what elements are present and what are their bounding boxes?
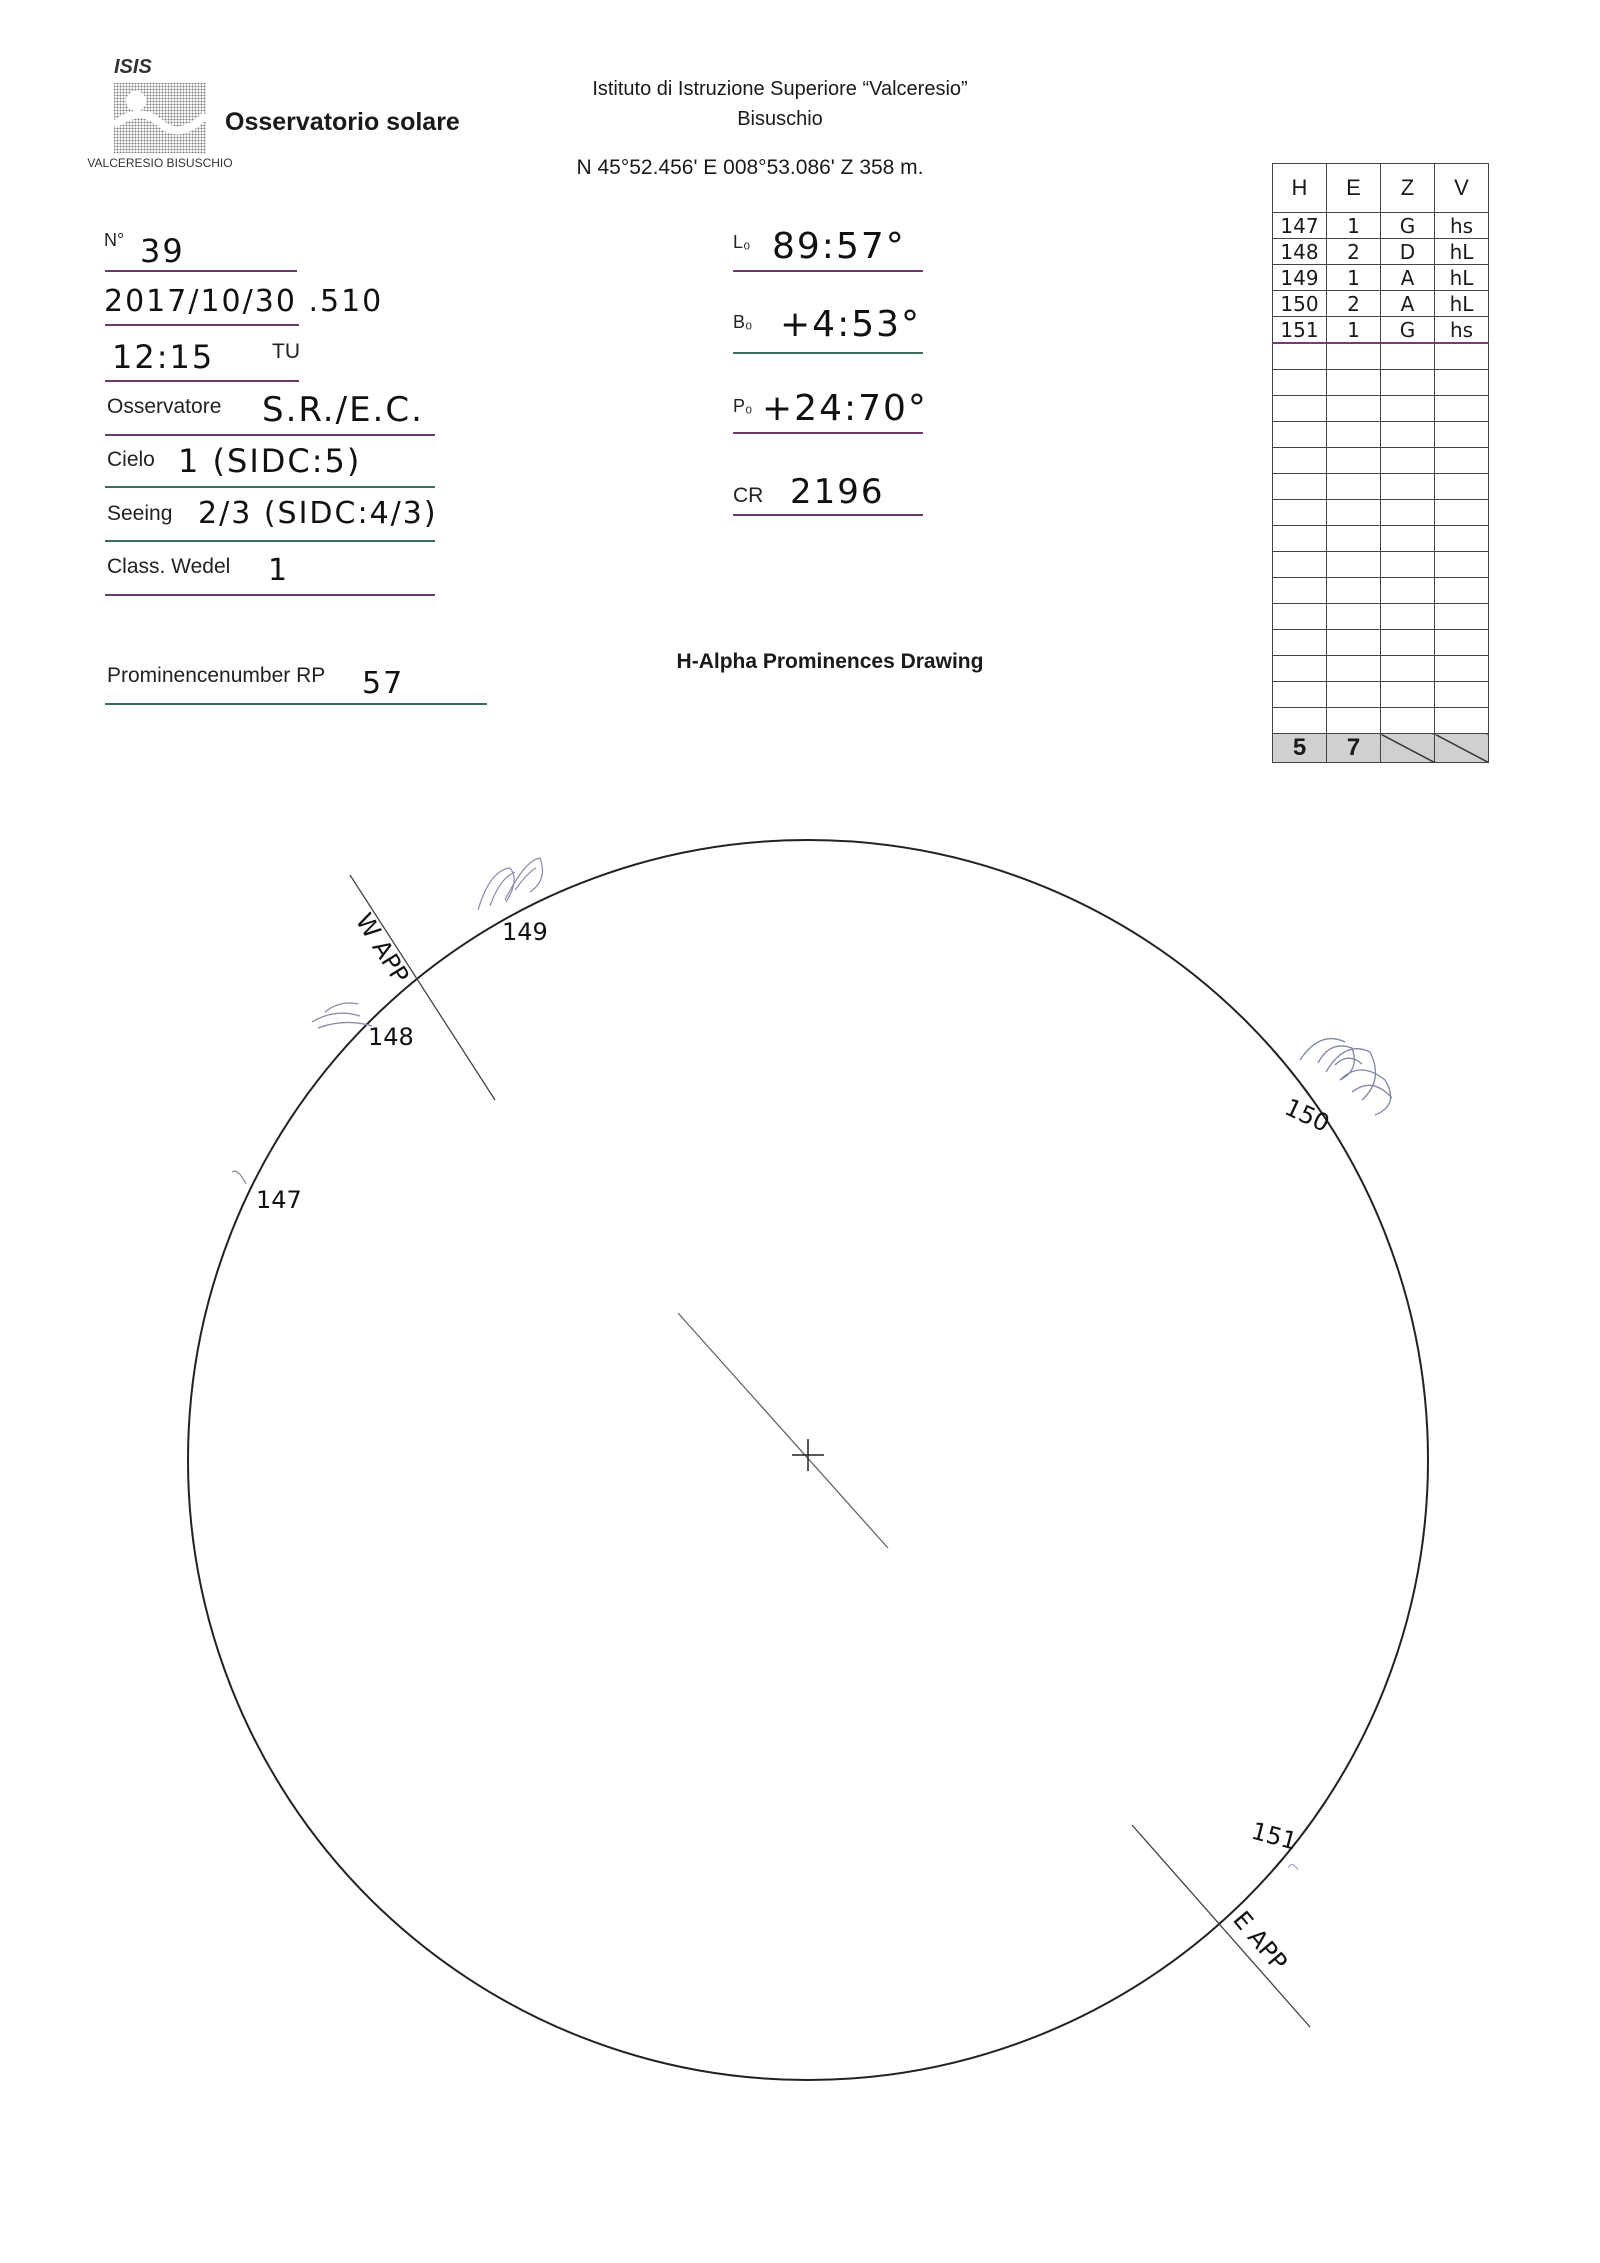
- table-cell-empty: [1327, 500, 1381, 526]
- table-cell-empty: [1273, 343, 1327, 370]
- table-cell-empty: [1381, 682, 1435, 708]
- wedel-label: Class. Wedel: [107, 555, 231, 578]
- solar-axis-line: [678, 1313, 888, 1548]
- table-cell: hs: [1435, 317, 1489, 344]
- time-value: 12:15: [112, 338, 215, 376]
- table-row-empty: [1273, 343, 1489, 370]
- table-cell-empty: [1327, 422, 1381, 448]
- table-cell-empty: [1273, 500, 1327, 526]
- prominence-label-150: 150: [1280, 1093, 1334, 1138]
- number-line: [105, 270, 297, 272]
- seeing-label: Seeing: [107, 502, 173, 525]
- table-cell-empty: [1381, 552, 1435, 578]
- east-app-label: E APP: [1227, 1905, 1293, 1977]
- b0-value: +4:53°: [780, 304, 922, 345]
- prominence-table: [1272, 163, 1489, 763]
- table-row-empty: [1273, 708, 1489, 734]
- table-cell-empty: [1435, 343, 1489, 370]
- drawing-title: H-Alpha Prominences Drawing: [676, 650, 984, 673]
- table-totals-row: [1273, 734, 1489, 763]
- institute-name: Istituto di Istruzione Superiore “Valceresio”: [592, 78, 968, 100]
- table-cell: 2: [1327, 239, 1381, 265]
- table-row-empty: [1273, 682, 1489, 708]
- prominence-label-151: 151: [1248, 1816, 1300, 1856]
- table-cell-empty: [1381, 500, 1435, 526]
- number-label: N°: [104, 230, 125, 250]
- col-header-v: V: [1435, 164, 1489, 213]
- table-cell: G: [1381, 213, 1435, 239]
- table-cell-empty: [1381, 630, 1435, 656]
- observer-label: Osservatore: [107, 395, 222, 418]
- logo-text: ISIS: [114, 56, 152, 78]
- table-cell-empty: [1435, 708, 1489, 734]
- table-cell-empty: [1381, 578, 1435, 604]
- table-row: [1273, 213, 1489, 239]
- table-total-cell: 5: [1273, 734, 1327, 763]
- table-cell-empty: [1273, 656, 1327, 682]
- prominence-sketch-147: [232, 1171, 246, 1184]
- table-cell-empty: [1381, 370, 1435, 396]
- table-cell-empty: [1435, 682, 1489, 708]
- table-total-cell: 7: [1327, 734, 1381, 763]
- table-cell-empty: [1327, 396, 1381, 422]
- table-cell: 149: [1273, 265, 1327, 291]
- table-cell-empty: [1327, 656, 1381, 682]
- observatory-title: Osservatorio solare: [225, 108, 460, 136]
- prominence-label-147: 147: [256, 1186, 302, 1214]
- table-cell-empty: [1435, 526, 1489, 552]
- table-row: [1273, 239, 1489, 265]
- p0-label: P₀: [733, 396, 753, 416]
- table-row-empty: [1273, 396, 1489, 422]
- table-cell-empty: [1327, 474, 1381, 500]
- table-cell-empty: [1327, 343, 1381, 370]
- table-cell-empty: [1273, 474, 1327, 500]
- cr-line: [733, 514, 923, 516]
- table-cell-empty: [1327, 370, 1381, 396]
- table-row: [1273, 265, 1489, 291]
- table-cell: D: [1381, 239, 1435, 265]
- table-cell-empty: [1327, 552, 1381, 578]
- table-cell-empty: [1327, 682, 1381, 708]
- station-coordinates: N 45°52.456' E 008°53.086' Z 358 m.: [576, 156, 924, 179]
- table-cell: 1: [1327, 265, 1381, 291]
- solar-disk-drawing: [0, 780, 1600, 2110]
- prominence-label-149: 149: [502, 918, 548, 946]
- institute-town: Bisuschio: [737, 108, 823, 130]
- table-cell: hs: [1435, 213, 1489, 239]
- table-row-empty: [1273, 448, 1489, 474]
- table-cell: hL: [1435, 239, 1489, 265]
- prominence-sketch-148: [312, 1003, 372, 1028]
- table-cell-empty: [1273, 422, 1327, 448]
- table-cell: 151: [1273, 317, 1327, 344]
- table-row-empty: [1273, 526, 1489, 552]
- cr-value: 2196: [790, 472, 885, 512]
- table-row-empty: [1273, 370, 1489, 396]
- table-cell-empty: [1381, 343, 1435, 370]
- table-row-empty: [1273, 552, 1489, 578]
- table-cell-empty: [1273, 396, 1327, 422]
- table-cell-empty: [1435, 500, 1489, 526]
- table-cell-empty: [1435, 396, 1489, 422]
- table-cell: 150: [1273, 291, 1327, 317]
- table-cell-empty: [1381, 526, 1435, 552]
- cr-label: CR: [733, 484, 764, 507]
- l0-label: L₀: [733, 232, 751, 252]
- time-unit: TU: [272, 340, 300, 363]
- table-cell-empty: [1327, 578, 1381, 604]
- col-header-e: E: [1327, 164, 1381, 213]
- table-cell: 148: [1273, 239, 1327, 265]
- number-value: 39: [140, 232, 185, 270]
- table-cell-empty: [1327, 448, 1381, 474]
- observer-value: S.R./E.C.: [262, 390, 424, 430]
- wedel-line: [105, 594, 435, 596]
- table-cell-empty: [1327, 708, 1381, 734]
- table-cell: hL: [1435, 265, 1489, 291]
- table-row-empty: [1273, 474, 1489, 500]
- table-row: [1273, 317, 1489, 344]
- table-cell-empty: [1435, 474, 1489, 500]
- table-cell-empty: [1381, 474, 1435, 500]
- table-cell-empty: [1273, 448, 1327, 474]
- wedel-value: 1: [268, 553, 290, 588]
- table-row-empty: [1273, 578, 1489, 604]
- p0-value: +24:70°: [762, 388, 928, 429]
- b0-label: B₀: [733, 312, 753, 332]
- table-row: [1273, 291, 1489, 317]
- table-cell-empty: [1327, 604, 1381, 630]
- table-cell-empty: [1381, 396, 1435, 422]
- table-cell-empty: [1435, 578, 1489, 604]
- table-cell: 147: [1273, 213, 1327, 239]
- table-total-cell-crossed: [1381, 734, 1435, 763]
- sky-label: Cielo: [107, 448, 155, 471]
- east-reference-line: [1132, 1825, 1310, 2027]
- table-cell-empty: [1273, 370, 1327, 396]
- table-cell-empty: [1327, 630, 1381, 656]
- table-cell-empty: [1435, 630, 1489, 656]
- table-cell-empty: [1327, 526, 1381, 552]
- prominence-label-148: 148: [368, 1023, 414, 1051]
- table-cell-empty: [1435, 656, 1489, 682]
- table-cell-empty: [1273, 604, 1327, 630]
- table-cell-empty: [1381, 422, 1435, 448]
- table-row-empty: [1273, 422, 1489, 448]
- table-cell: A: [1381, 291, 1435, 317]
- date-line: [105, 324, 299, 326]
- table-cell-empty: [1381, 656, 1435, 682]
- table-cell-empty: [1381, 448, 1435, 474]
- prominence-number-label: Prominencenumber RP: [107, 664, 326, 687]
- logo-subtext: VALCERESIO BISUSCHIO: [87, 156, 233, 170]
- prominence-number-line: [105, 703, 487, 705]
- table-cell-empty: [1435, 604, 1489, 630]
- prominence-number-value: 57: [362, 666, 405, 701]
- table-cell-empty: [1435, 552, 1489, 578]
- table-cell: 1: [1327, 213, 1381, 239]
- table-row-empty: [1273, 500, 1489, 526]
- col-header-h: H: [1273, 164, 1327, 213]
- time-line: [105, 380, 299, 382]
- isis-logo: [87, 55, 233, 185]
- l0-value: 89:57°: [772, 226, 906, 267]
- table-cell-empty: [1273, 630, 1327, 656]
- sky-value: 1 (SIDC:5): [178, 442, 362, 480]
- prominence-sketch-151: [1288, 1864, 1298, 1870]
- table-cell-empty: [1273, 682, 1327, 708]
- prominence-sketch-149: [478, 858, 542, 910]
- table-cell: G: [1381, 317, 1435, 344]
- p0-line: [733, 432, 923, 434]
- l0-line: [733, 270, 923, 272]
- table-row-empty: [1273, 630, 1489, 656]
- seeing-value: 2/3 (SIDC:4/3): [198, 496, 438, 531]
- col-header-z: Z: [1381, 164, 1435, 213]
- table-total-cell-crossed: [1435, 734, 1489, 763]
- table-cell: A: [1381, 265, 1435, 291]
- institute-header: [520, 74, 1040, 134]
- table-row-empty: [1273, 656, 1489, 682]
- table-cell-empty: [1273, 578, 1327, 604]
- table-cell: 2: [1327, 291, 1381, 317]
- seeing-line: [105, 540, 435, 542]
- table-cell-empty: [1435, 370, 1489, 396]
- table-cell-empty: [1381, 604, 1435, 630]
- sky-line: [105, 486, 435, 488]
- table-cell-empty: [1273, 552, 1327, 578]
- table-row-empty: [1273, 604, 1489, 630]
- b0-line: [733, 352, 923, 354]
- table-cell: hL: [1435, 291, 1489, 317]
- table-cell: 1: [1327, 317, 1381, 344]
- west-app-label: W APP: [349, 908, 415, 989]
- table-cell-empty: [1273, 708, 1327, 734]
- table-cell-empty: [1435, 422, 1489, 448]
- date-value: 2017/10/30 .510: [104, 284, 384, 319]
- table-header-row: [1273, 164, 1489, 213]
- table-cell-empty: [1381, 708, 1435, 734]
- table-cell-empty: [1273, 526, 1327, 552]
- observer-line: [105, 434, 435, 436]
- table-cell-empty: [1435, 448, 1489, 474]
